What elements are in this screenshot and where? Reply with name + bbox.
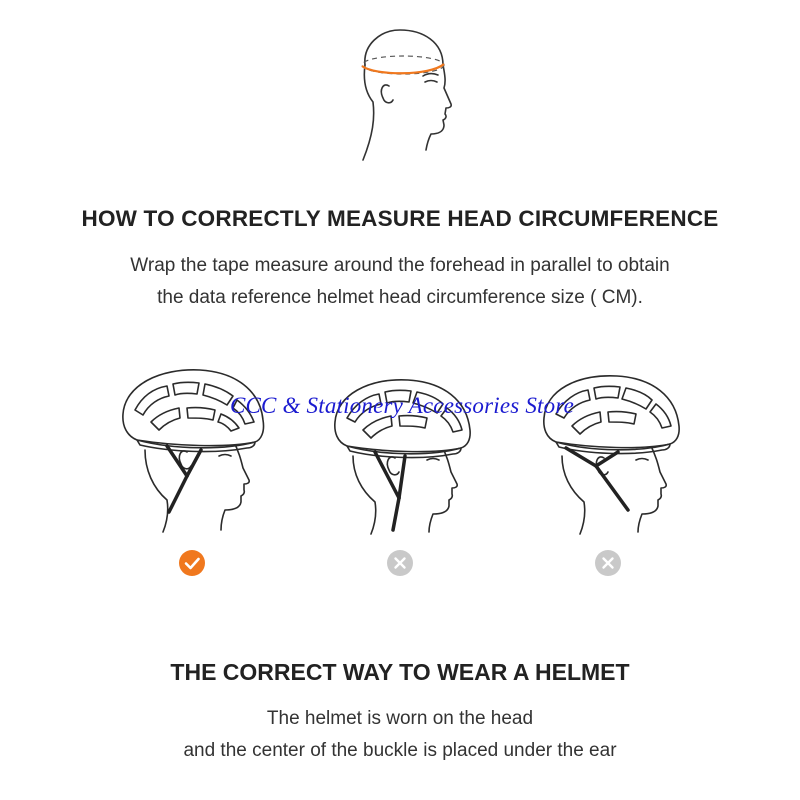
- incorrect-mark-badge-1: [387, 550, 413, 576]
- correct-check-badge: [179, 550, 205, 576]
- measure-description-line-1: Wrap the tape measure around the forehead in parallel to obtain: [130, 255, 670, 276]
- wear-description-line-2: and the center of the buckle is placed under the ear: [183, 740, 617, 761]
- wear-description-line-1: The helmet is worn on the head: [266, 708, 534, 729]
- wear-section-title: THE CORRECT WAY TO WEAR A HELMET: [170, 659, 630, 685]
- store-watermark: CCC & Stationery Accessories Store: [229, 393, 575, 418]
- measure-description-line-2: the data reference helmet head circumference size ( CM).: [157, 287, 643, 308]
- cross-icon: [387, 550, 413, 576]
- head-measurement-illustration: [345, 20, 455, 170]
- incorrect-mark-badge-2: [595, 550, 621, 576]
- helmet-incorrect-illustration-2: [532, 360, 702, 535]
- cross-icon: [595, 550, 621, 576]
- measure-section-title: HOW TO CORRECTLY MEASURE HEAD CIRCUMFERENCE: [81, 206, 719, 231]
- helmet-incorrect-illustration-1: [323, 360, 493, 535]
- check-icon: [179, 550, 205, 576]
- helmet-correct-illustration: [115, 360, 285, 535]
